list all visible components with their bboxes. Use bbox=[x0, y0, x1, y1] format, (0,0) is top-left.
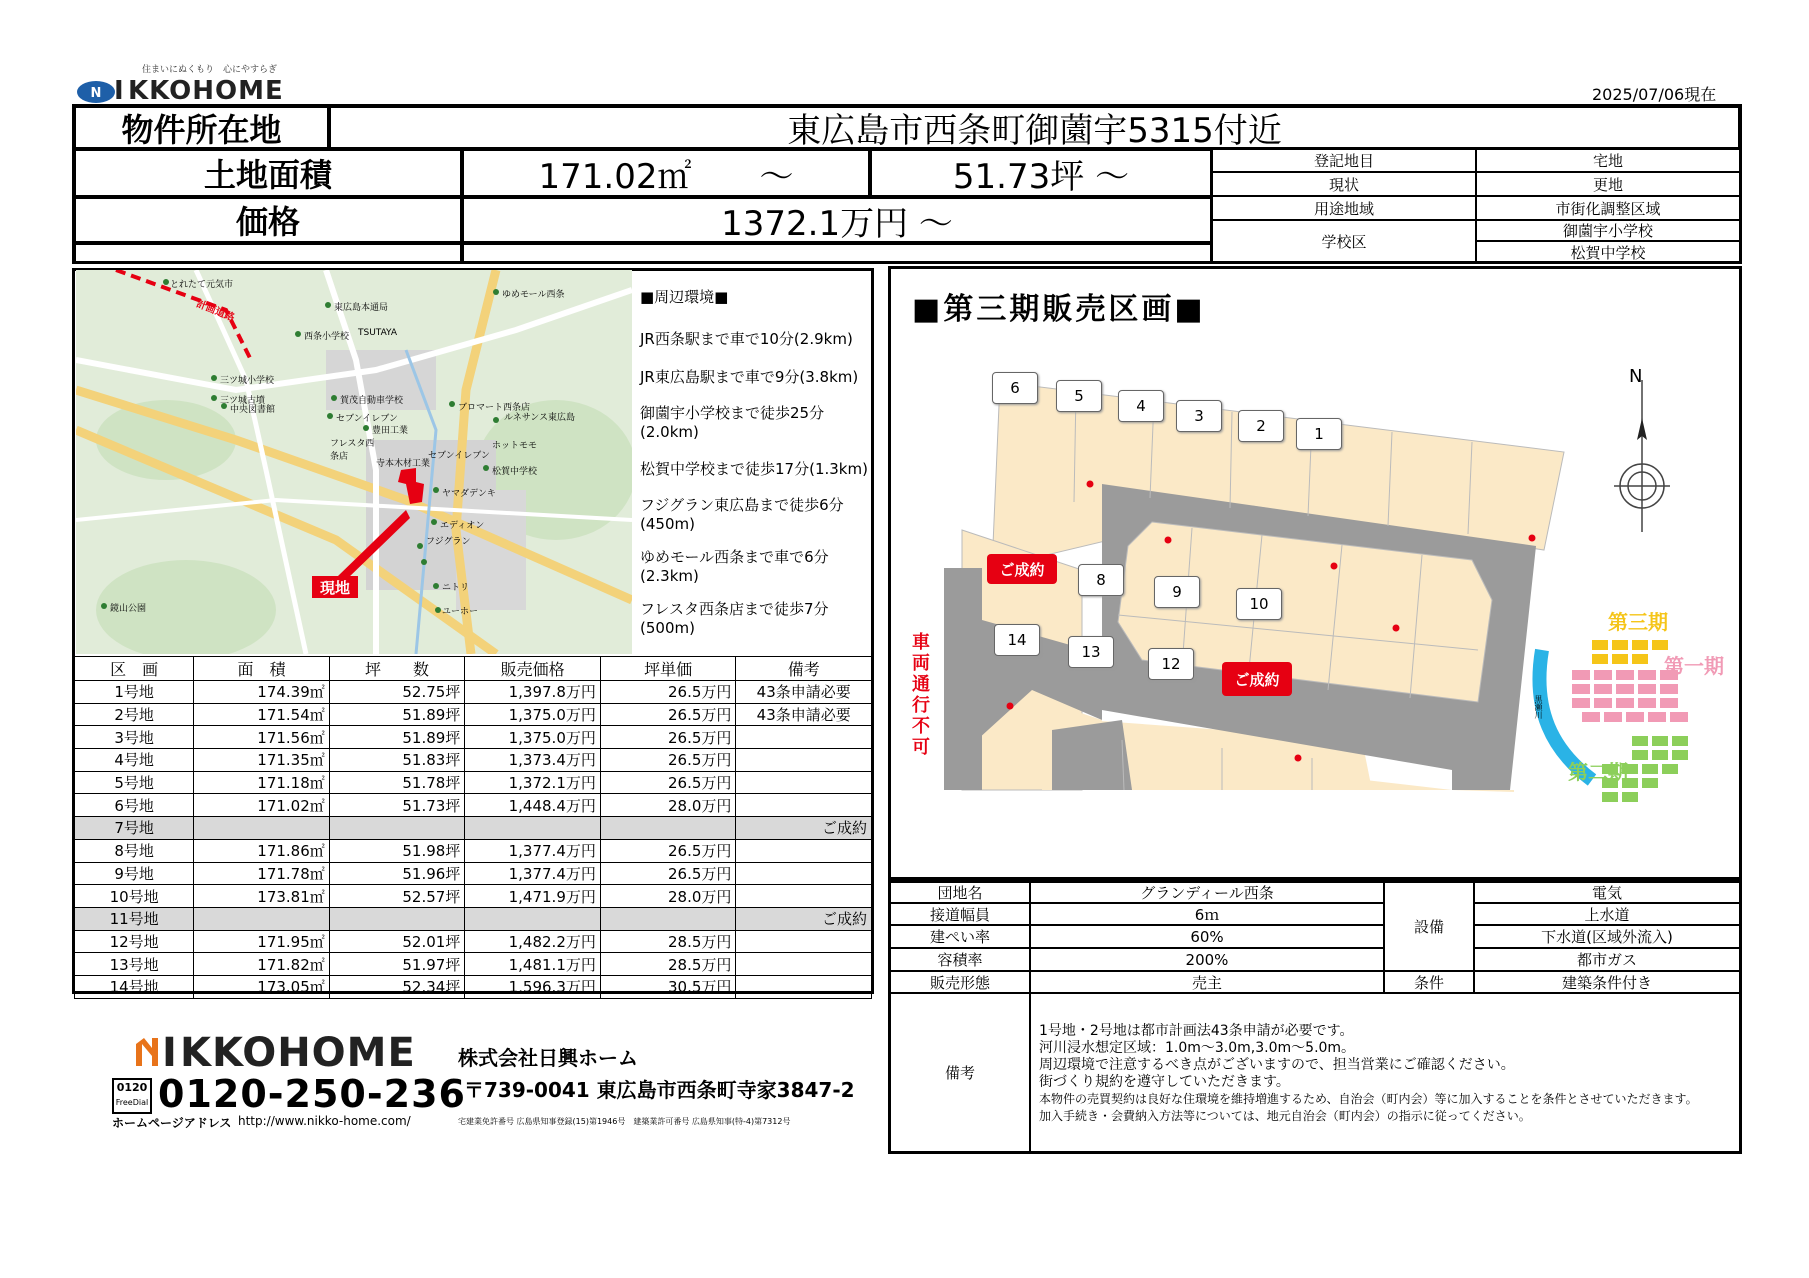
table-cell: 171.86㎡ bbox=[194, 839, 330, 862]
table-cell: 28.0万円 bbox=[600, 794, 736, 817]
youseki-label: 容積率 bbox=[890, 948, 1030, 971]
map-label: セブンイレブン bbox=[428, 451, 490, 461]
env-item: JR西条駅まで車で10分(2.9km) bbox=[640, 330, 853, 348]
table-cell: 1,482.2万円 bbox=[465, 930, 601, 953]
env-item: (2.3km) bbox=[640, 567, 699, 585]
table-cell: 1,471.9万円 bbox=[465, 885, 601, 908]
table-cell: 171.82㎡ bbox=[194, 953, 330, 976]
freedial-badge-top: 0120 bbox=[116, 1081, 148, 1094]
hp-label: ホームページアドレス bbox=[112, 1116, 232, 1130]
table-cell: 26.5万円 bbox=[600, 749, 736, 772]
bikou-line: 本物件の売買契約は良好な住環境を維持増進するため、自治会（町内会）等に加入することを条件とさせていただきます。 bbox=[1039, 1092, 1698, 1106]
col-header: 販売価格 bbox=[465, 657, 601, 681]
table-cell: 1,377.4万円 bbox=[465, 862, 601, 885]
table-cell: 11号地 bbox=[75, 907, 194, 930]
table-row bbox=[75, 703, 872, 726]
lot-number: 5 bbox=[1056, 380, 1102, 412]
map-label: ニトリ bbox=[442, 583, 470, 593]
chimoku-label: 登記地目 bbox=[1212, 149, 1476, 172]
phase3-label: 第三期 bbox=[1608, 610, 1668, 634]
company-name: 株式会社日興ホーム bbox=[458, 1046, 638, 1070]
area-tsubo: 51.73坪 ～ bbox=[870, 149, 1212, 197]
table-cell: 51.73坪 bbox=[329, 794, 465, 817]
table-row bbox=[75, 930, 872, 953]
table-cell: 171.78㎡ bbox=[194, 862, 330, 885]
col-header: 坪 数 bbox=[329, 657, 465, 681]
table-cell: 1,377.4万円 bbox=[465, 839, 601, 862]
map-label: 中央図書館 bbox=[230, 405, 276, 415]
table-cell: 173.05㎡ bbox=[194, 975, 330, 998]
youseki-value: 200% bbox=[1030, 948, 1384, 971]
map-label: とれたて元気市 bbox=[170, 280, 234, 290]
table-cell: 3号地 bbox=[75, 726, 194, 749]
genkyo-value: 更地 bbox=[1476, 172, 1740, 196]
area-label: 土地面積 bbox=[74, 149, 462, 197]
table-cell: 26.5万円 bbox=[600, 771, 736, 794]
footer-logo bbox=[132, 1030, 432, 1074]
table-cell: 52.01坪 bbox=[329, 930, 465, 953]
lot-number: 2 bbox=[1238, 410, 1284, 442]
table-row bbox=[75, 975, 872, 998]
license-info: 宅建業免許番号 広島県知事登録(15)第1946号 建築業許可番号 広島県知事(特-4)第7312号 bbox=[458, 1117, 791, 1126]
company-logo bbox=[76, 76, 286, 106]
lot-number: 4 bbox=[1118, 390, 1164, 422]
logo-text-right: KKOHOME bbox=[128, 76, 284, 106]
map-label: セブンイレブン bbox=[336, 414, 398, 424]
table-cell: 28.5万円 bbox=[600, 930, 736, 953]
bikou-label: 備考 bbox=[890, 993, 1030, 1152]
table-cell: 171.35㎡ bbox=[194, 749, 330, 772]
table-cell: ご成約 bbox=[736, 817, 872, 840]
table-cell: 171.56㎡ bbox=[194, 726, 330, 749]
table-cell bbox=[736, 885, 872, 908]
kenpei-label: 建ぺい率 bbox=[890, 925, 1030, 948]
table-cell: 171.02㎡ bbox=[194, 794, 330, 817]
school-label: 学校区 bbox=[1212, 220, 1476, 263]
table-cell: 4号地 bbox=[75, 749, 194, 772]
environment-title: ■周辺環境■ bbox=[640, 288, 729, 306]
table-cell bbox=[736, 794, 872, 817]
env-item: 松賀中学校まで徒歩17分(1.3km) bbox=[640, 460, 868, 478]
table-cell: 173.81㎡ bbox=[194, 885, 330, 908]
table-row bbox=[75, 862, 872, 885]
planned-road-label: 計画道路 bbox=[194, 298, 236, 324]
jouken-label: 条件 bbox=[1384, 971, 1474, 993]
blank-row-left bbox=[74, 243, 462, 263]
setsubi-item: 都市ガス bbox=[1474, 948, 1740, 971]
kenpei-value: 60% bbox=[1030, 925, 1384, 948]
table-row bbox=[75, 681, 872, 704]
table-cell: 43条申請必要 bbox=[736, 703, 872, 726]
setsudou-value: 6ｍ bbox=[1030, 903, 1384, 925]
col-header: 坪単価 bbox=[600, 657, 736, 681]
school-elem: 御薗宇小学校 bbox=[1476, 220, 1740, 241]
site-label: 現地 bbox=[319, 578, 350, 597]
env-item: ゆめモール西条まで車で6分 bbox=[640, 548, 829, 566]
sold-tag-lot-11: ご成約 bbox=[1222, 662, 1292, 696]
map-label: 松賀中学校 bbox=[492, 467, 538, 477]
map-label: エディオン bbox=[440, 521, 485, 531]
lot-number: 3 bbox=[1176, 400, 1222, 432]
hp-url[interactable]: http://www.nikko-home.com/ bbox=[238, 1114, 411, 1128]
map-label: 西条小学校 bbox=[304, 332, 350, 342]
table-cell bbox=[736, 839, 872, 862]
bikou-line: 河川浸水想定区域：1.0m～3.0m,3.0m～5.0m。 bbox=[1039, 1040, 1356, 1056]
setsubi-item: 上水道 bbox=[1474, 903, 1740, 925]
danchi-label: 団地名 bbox=[890, 882, 1030, 903]
footer-logo-right: KKOHOME bbox=[180, 1030, 416, 1076]
table-cell: 26.5万円 bbox=[600, 681, 736, 704]
bikou-line: 街づくり規約を遵守していただきます。 bbox=[1039, 1074, 1290, 1090]
table-cell bbox=[736, 953, 872, 976]
table-cell: 1号地 bbox=[75, 681, 194, 704]
table-cell: 1,596.3万円 bbox=[465, 975, 601, 998]
table-row bbox=[75, 726, 872, 749]
bikou-line: 加入手続き・会費納入方法等については、地元自治会（町内会）の指示に従ってください。 bbox=[1039, 1109, 1531, 1123]
table-cell: 13号地 bbox=[75, 953, 194, 976]
table-row bbox=[75, 885, 872, 908]
table-cell bbox=[736, 749, 872, 772]
danchi-value: グランディール西条 bbox=[1030, 882, 1384, 903]
map-label: 寺本木材工業 bbox=[376, 459, 431, 469]
table-cell bbox=[329, 907, 465, 930]
map-label: フジグラン bbox=[426, 537, 471, 547]
lot-number: 1 bbox=[1296, 418, 1342, 450]
table-cell: 6号地 bbox=[75, 794, 194, 817]
table-cell bbox=[194, 907, 330, 930]
hanbai-label: 販売形態 bbox=[890, 971, 1030, 993]
area-map bbox=[76, 270, 632, 654]
setsubi-item: 下水道(区域外流入) bbox=[1474, 925, 1740, 948]
compass bbox=[1614, 380, 1670, 532]
table-cell: 28.0万円 bbox=[600, 885, 736, 908]
table-cell: 1,375.0万円 bbox=[465, 703, 601, 726]
table-cell: 28.5万円 bbox=[600, 953, 736, 976]
table-cell: 51.78坪 bbox=[329, 771, 465, 794]
env-item: 御薗宇小学校まで徒歩25分 bbox=[640, 404, 825, 422]
map-label: ホットモモ bbox=[492, 441, 538, 451]
table-cell bbox=[194, 817, 330, 840]
table-cell: 9号地 bbox=[75, 862, 194, 885]
freedial-badge-icon bbox=[112, 1078, 152, 1114]
table-cell: 10号地 bbox=[75, 885, 194, 908]
map-label: フレスタ西条店 bbox=[330, 439, 375, 462]
map-label: ヤマダデンキ bbox=[442, 489, 496, 499]
map-label: 賀茂自動車学校 bbox=[340, 396, 404, 406]
setsudou-label: 接道幅員 bbox=[890, 903, 1030, 925]
no-entry-label: 車両通行不可 bbox=[912, 632, 930, 758]
logo-text-left: I bbox=[114, 76, 125, 106]
table-cell: 12号地 bbox=[75, 930, 194, 953]
freedial-badge-bottom: FreeDial bbox=[115, 1098, 149, 1107]
table-cell: 51.98坪 bbox=[329, 839, 465, 862]
brand-tagline: 住まいにぬくもり 心にやすらぎ bbox=[142, 65, 278, 75]
table-cell bbox=[465, 817, 601, 840]
svg-text:N: N bbox=[90, 86, 102, 101]
north-icon: N bbox=[1629, 366, 1643, 387]
table-cell: 30.5万円 bbox=[600, 975, 736, 998]
freedial-number[interactable]: 0120-250-236 bbox=[158, 1072, 466, 1116]
table-cell: 1,481.1万円 bbox=[465, 953, 601, 976]
location-label: 物件所在地 bbox=[74, 106, 329, 149]
company-address: 〒739-0041 東広島市西条町寺家3847-2 bbox=[464, 1078, 855, 1102]
table-row bbox=[75, 749, 872, 772]
lot-number: 6 bbox=[992, 372, 1038, 404]
map-label: TSUTAYA bbox=[358, 328, 398, 338]
footer-logo-left: I bbox=[162, 1030, 178, 1076]
table-cell: 1,372.1万円 bbox=[465, 771, 601, 794]
table-cell: 1,448.4万円 bbox=[465, 794, 601, 817]
phase1-label: 第一期 bbox=[1664, 654, 1724, 678]
table-cell: 1,375.0万円 bbox=[465, 726, 601, 749]
table-cell: 26.5万円 bbox=[600, 862, 736, 885]
lot-number: 10 bbox=[1236, 588, 1282, 620]
bikou-line: 1号地・2号地は都市計画法43条申請が必要です。 bbox=[1039, 1023, 1354, 1039]
table-cell bbox=[600, 817, 736, 840]
youto-value: 市街化調整区域 bbox=[1476, 196, 1740, 220]
table-cell: 8号地 bbox=[75, 839, 194, 862]
map-label: 三ツ城小学校 bbox=[220, 376, 275, 386]
table-cell: 26.5万円 bbox=[600, 839, 736, 862]
table-cell: 52.75坪 bbox=[329, 681, 465, 704]
table-cell: 14号地 bbox=[75, 975, 194, 998]
map-label: 豊田工業 bbox=[372, 426, 409, 436]
price-label: 価格 bbox=[74, 197, 462, 243]
env-item: (450m) bbox=[640, 515, 695, 533]
table-cell bbox=[600, 907, 736, 930]
youto-label: 用途地域 bbox=[1212, 196, 1476, 220]
table-cell bbox=[736, 771, 872, 794]
logo-mark-icon bbox=[76, 79, 116, 105]
env-item: フレスタ西条店まで徒歩7分 bbox=[640, 600, 829, 618]
table-cell: 51.89坪 bbox=[329, 703, 465, 726]
table-cell: 174.39㎡ bbox=[194, 681, 330, 704]
area-sqm: 171.02㎡ ～ bbox=[462, 149, 870, 197]
river-label: 黒瀬川 bbox=[1534, 695, 1543, 719]
table-cell: 1,373.4万円 bbox=[465, 749, 601, 772]
table-cell: 1,397.8万円 bbox=[465, 681, 601, 704]
table-row bbox=[75, 839, 872, 862]
table-cell: ご成約 bbox=[736, 907, 872, 930]
table-cell: 2号地 bbox=[75, 703, 194, 726]
env-item: JR東広島駅まで車で9分(3.8km) bbox=[640, 368, 859, 386]
env-item: フジグラン東広島まで徒歩6分 bbox=[640, 496, 844, 514]
location-value: 東広島市西条町御薗宇5315付近 bbox=[329, 106, 1740, 149]
sold-tag-lot-7: ご成約 bbox=[987, 554, 1057, 584]
table-cell: 7号地 bbox=[75, 817, 194, 840]
table-cell: 52.57坪 bbox=[329, 885, 465, 908]
lot-number: 13 bbox=[1068, 636, 1114, 668]
map-label: 東広島本通局 bbox=[334, 303, 389, 313]
table-cell: 171.54㎡ bbox=[194, 703, 330, 726]
col-header: 備考 bbox=[736, 657, 872, 681]
col-header: 面 積 bbox=[194, 657, 330, 681]
setsubi-item: 電気 bbox=[1474, 882, 1740, 903]
table-cell: 51.89坪 bbox=[329, 726, 465, 749]
plot-map bbox=[892, 270, 1740, 880]
table-cell bbox=[736, 975, 872, 998]
bikou-line: 周辺環境で注意するべき点がございますので、担当営業にご確認ください。 bbox=[1039, 1057, 1515, 1073]
blank-row-right bbox=[462, 243, 1212, 263]
environment-panel bbox=[632, 270, 872, 654]
table-cell: 52.34坪 bbox=[329, 975, 465, 998]
lot-table bbox=[74, 656, 872, 999]
map-label: ルネサンス東広島 bbox=[504, 413, 576, 423]
lot-number: 8 bbox=[1078, 564, 1124, 596]
table-cell: 5号地 bbox=[75, 771, 194, 794]
school-mid: 松賀中学校 bbox=[1476, 241, 1740, 263]
table-row bbox=[75, 907, 872, 930]
lot-number: 12 bbox=[1148, 648, 1194, 680]
table-cell bbox=[736, 862, 872, 885]
table-row bbox=[75, 794, 872, 817]
env-item: (500m) bbox=[640, 619, 695, 637]
lot-table-header bbox=[75, 657, 872, 681]
map-label: 三ツ城古墳 bbox=[220, 396, 266, 406]
table-cell bbox=[736, 930, 872, 953]
table-cell bbox=[465, 907, 601, 930]
chimoku-value: 宅地 bbox=[1476, 149, 1740, 172]
lot-number: 9 bbox=[1154, 576, 1200, 608]
as-of-date: 2025/07/06現在 bbox=[1592, 85, 1717, 104]
jouken-value: 建築条件付き bbox=[1474, 971, 1740, 993]
table-cell: 171.18㎡ bbox=[194, 771, 330, 794]
map-label: ユーホー bbox=[442, 607, 479, 617]
table-cell bbox=[329, 817, 465, 840]
bikou-box bbox=[1030, 993, 1740, 1152]
setsubi-label: 設備 bbox=[1384, 882, 1474, 971]
lot-number: 14 bbox=[994, 624, 1040, 656]
table-cell: 43条申請必要 bbox=[736, 681, 872, 704]
table-row bbox=[75, 953, 872, 976]
hanbai-value: 売主 bbox=[1030, 971, 1384, 993]
env-item: (2.0km) bbox=[640, 423, 699, 441]
map-label: ゆめモール西条 bbox=[502, 290, 565, 300]
col-header: 区 画 bbox=[75, 657, 194, 681]
table-row bbox=[75, 817, 872, 840]
price-value: 1372.1万円 ～ bbox=[462, 197, 1212, 243]
table-cell: 26.5万円 bbox=[600, 703, 736, 726]
table-cell bbox=[736, 726, 872, 749]
map-label: ブロマート西条店 bbox=[458, 403, 531, 413]
plot-title: ■第三期販売区画■ bbox=[912, 292, 1206, 327]
table-cell: 171.95㎡ bbox=[194, 930, 330, 953]
phase2-label: 第二期 bbox=[1568, 760, 1628, 784]
table-row bbox=[75, 771, 872, 794]
genkyo-label: 現状 bbox=[1212, 172, 1476, 196]
table-cell: 51.83坪 bbox=[329, 749, 465, 772]
table-cell: 51.96坪 bbox=[329, 862, 465, 885]
table-cell: 26.5万円 bbox=[600, 726, 736, 749]
map-label: 鏡山公園 bbox=[110, 604, 147, 614]
table-cell: 51.97坪 bbox=[329, 953, 465, 976]
